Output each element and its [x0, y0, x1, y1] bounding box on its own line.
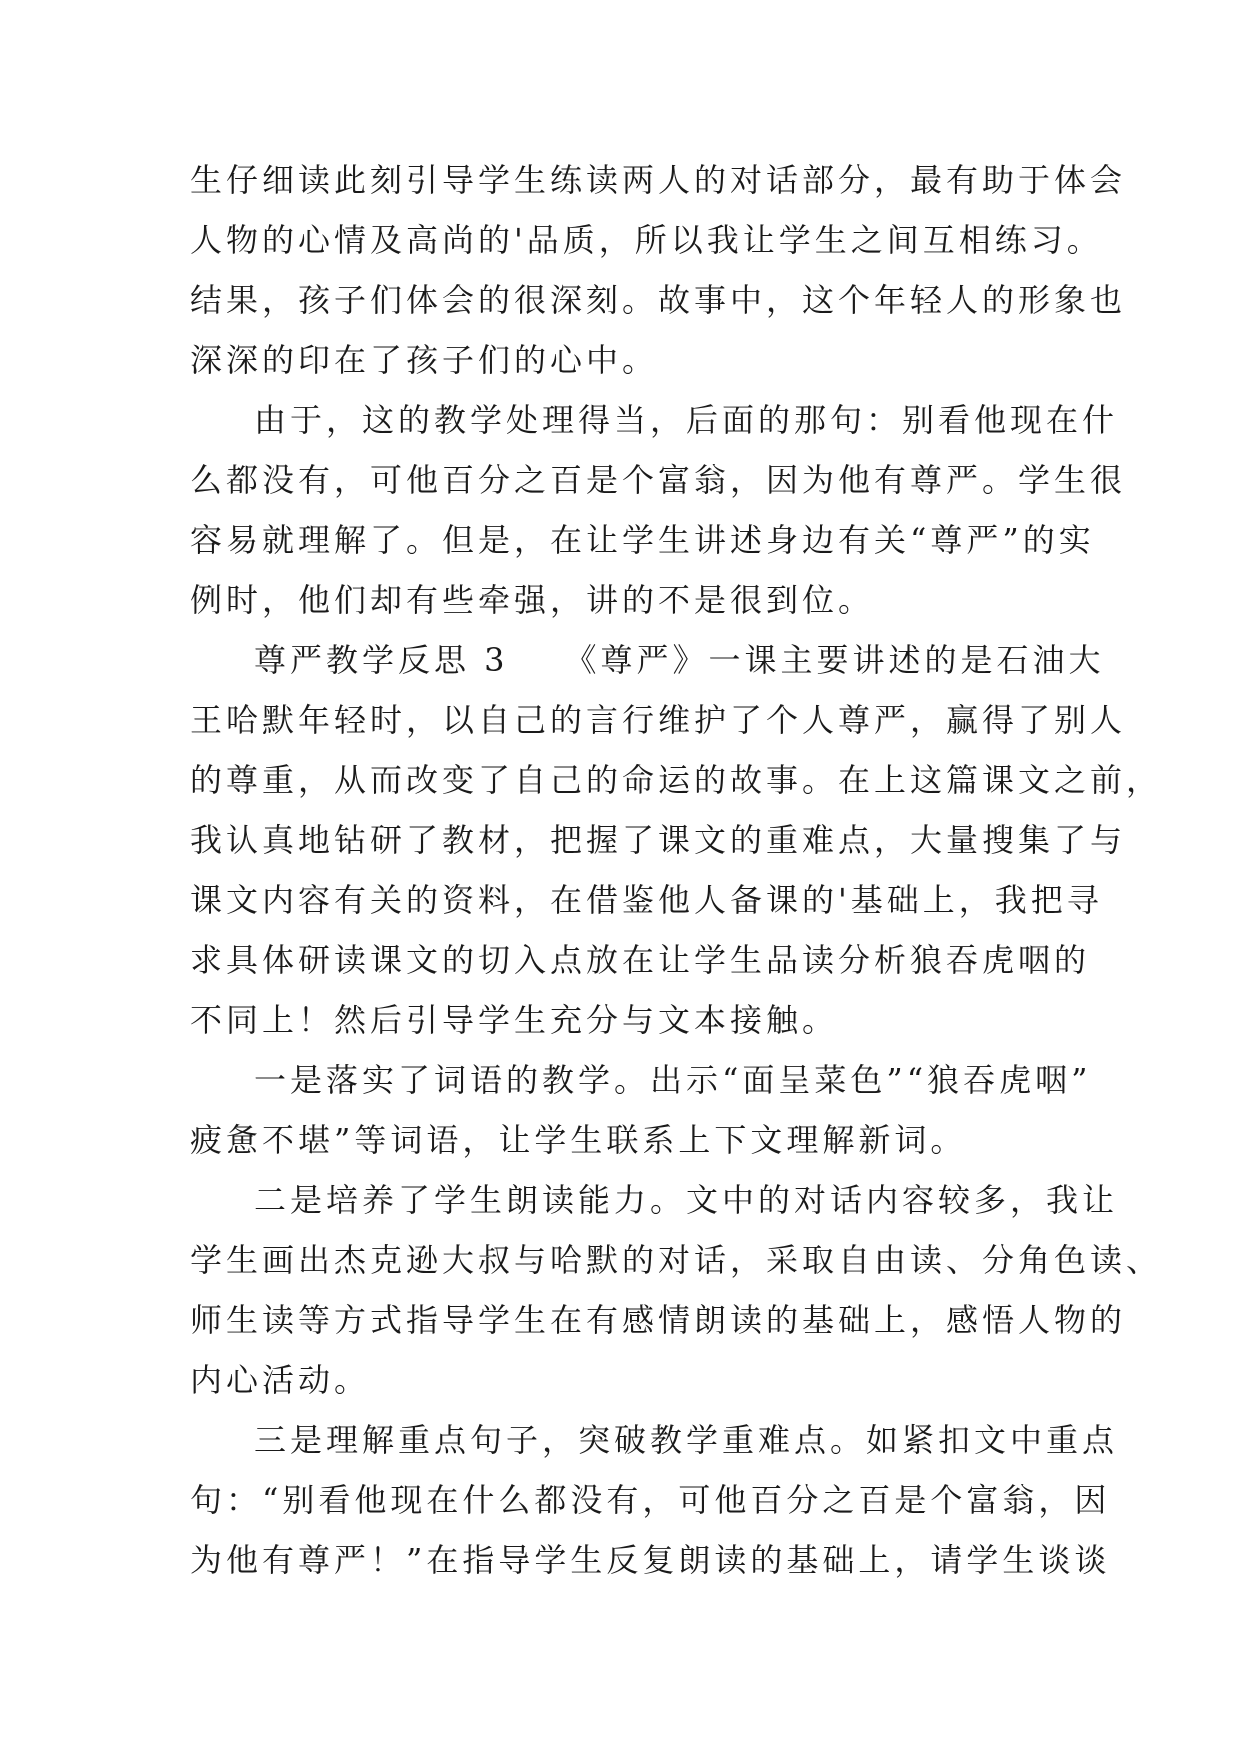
- paragraph-start-line: 三是理解重点句子，突破教学重难点。如紧扣文中重点: [254, 1421, 1119, 1459]
- text-line: 深深的印在了孩子们的心中。: [190, 341, 659, 379]
- text-line: 为他有尊严！”在指导学生反复朗读的基础上，请学生谈谈: [190, 1541, 1111, 1579]
- text-line: 内心活动。: [190, 1361, 371, 1399]
- text-line: 人物的心情及高尚的'品质，所以我让学生之间互相练习。: [190, 221, 1103, 259]
- text-line: 我认真地钻研了教材，把握了课文的重难点，大量搜集了与: [190, 821, 1127, 859]
- paragraph-start-line: 由于，这的教学处理得当，后面的那句：别看他现在什: [254, 401, 1119, 439]
- text-line: 求具体研读课文的切入点放在让学生品读分析狼吞虎咽的: [190, 941, 1091, 979]
- section-heading-line: 尊严教学反思 3 《尊严》一课主要讲述的是石油大: [254, 641, 1105, 679]
- text-line: 生仔细读此刻引导学生练读两人的对话部分，最有助于体会: [190, 161, 1127, 199]
- text-line: 师生读等方式指导学生在有感情朗读的基础上，感悟人物的: [190, 1301, 1127, 1339]
- text-line: 学生画出杰克逊大叔与哈默的对话，采取自由读、分角色读、: [190, 1241, 1163, 1279]
- paragraph-start-line: 一是落实了词语的教学。出示“面呈菜色”“狼吞虎咽”: [254, 1061, 1092, 1099]
- text-line: 么都没有，可他百分之百是个富翁，因为他有尊严。学生很: [190, 461, 1127, 499]
- text-line: 例时，他们却有些牵强，讲的不是很到位。: [190, 581, 875, 619]
- body-text: [190, 150, 1163, 1590]
- text-line: 课文内容有关的资料，在借鉴他人备课的'基础上，我把寻: [190, 881, 1103, 919]
- text-line: 疲惫不堪”等词语，让学生联系上下文理解新词。: [190, 1121, 967, 1159]
- text-line: 不同上！然后引导学生充分与文本接触。: [190, 1001, 839, 1039]
- paragraph-start-line: 二是培养了学生朗读能力。文中的对话内容较多，我让: [254, 1181, 1119, 1219]
- text-line: 王哈默年轻时，以自己的言行维护了个人尊严，赢得了别人: [190, 701, 1127, 739]
- text-line: 句：“别看他现在什么都没有，可他百分之百是个富翁，因: [190, 1481, 1111, 1519]
- text-line: 容易就理解了。但是，在让学生讲述身边有关“尊严”的实: [190, 521, 1095, 559]
- text-line: 的尊重，从而改变了自己的命运的故事。在上这篇课文之前，: [190, 761, 1163, 799]
- text-line: 结果，孩子们体会的很深刻。故事中，这个年轻人的形象也: [190, 281, 1127, 319]
